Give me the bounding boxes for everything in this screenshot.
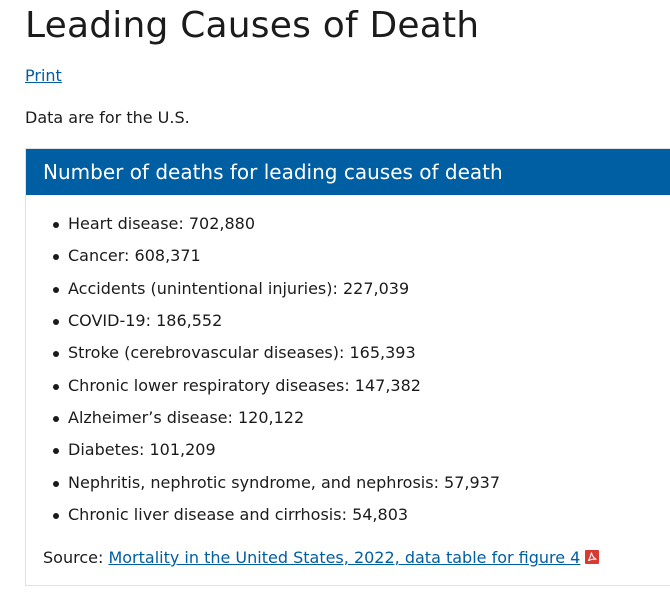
bullet-icon bbox=[53, 351, 59, 357]
print-link[interactable]: Print bbox=[25, 66, 62, 85]
source-prefix: Source: bbox=[43, 548, 109, 567]
list-item-label: Alzheimer’s disease: 120,122 bbox=[68, 408, 305, 428]
list-item-label: Chronic liver disease and cirrhosis: 54,803 bbox=[68, 505, 409, 525]
list-item bbox=[26, 467, 500, 499]
bullet-icon bbox=[53, 222, 59, 228]
list-item-label: Stroke (cerebrovascular diseases): 165,393 bbox=[68, 343, 416, 363]
list-item bbox=[26, 305, 500, 337]
list-item-label: Nephritis, nephrotic syndrome, and nephrosis: 57,937 bbox=[68, 472, 501, 492]
list-item bbox=[26, 273, 500, 305]
bullet-icon bbox=[53, 481, 59, 487]
bullet-icon bbox=[53, 448, 59, 454]
list-item bbox=[26, 499, 500, 531]
bullet-icon bbox=[53, 513, 59, 519]
bullet-icon bbox=[53, 254, 59, 260]
page-title: Leading Causes of Death bbox=[25, 5, 480, 46]
bullet-icon bbox=[53, 319, 59, 325]
list-item-label: Heart disease: 702,880 bbox=[68, 214, 256, 233]
list-item bbox=[26, 208, 500, 240]
bullet-icon bbox=[53, 287, 59, 293]
causes-list bbox=[26, 208, 500, 531]
list-item bbox=[26, 240, 500, 272]
list-item bbox=[26, 337, 500, 369]
bullet-icon bbox=[53, 384, 59, 390]
source-link[interactable]: Mortality in the United States, 2022, data table for figure 4 bbox=[108, 548, 581, 567]
list-item bbox=[26, 370, 500, 402]
bullet-icon bbox=[53, 416, 59, 422]
list-item bbox=[26, 402, 500, 434]
list-item-label: COVID-19: 186,552 bbox=[68, 311, 223, 331]
list-item-label: Cancer: 608,371 bbox=[68, 246, 201, 266]
list-item bbox=[26, 434, 500, 466]
source-line bbox=[43, 547, 600, 569]
card-header: Number of deaths for leading causes of death bbox=[26, 149, 670, 195]
list-item-label: Accidents (unintentional injuries): 227,039 bbox=[68, 278, 410, 298]
list-item-label: Diabetes: 101,209 bbox=[68, 440, 216, 460]
scope-note: Data are for the U.S. bbox=[25, 108, 190, 127]
deaths-card bbox=[25, 148, 670, 586]
list-item-label: Chronic lower respiratory diseases: 147,382 bbox=[68, 375, 421, 395]
pdf-icon[interactable] bbox=[584, 549, 600, 565]
